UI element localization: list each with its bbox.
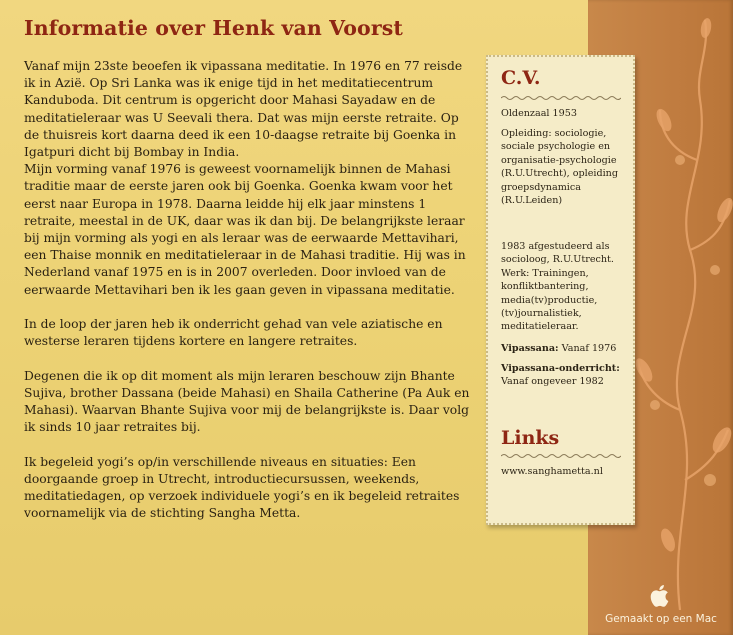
bio-paragraph: Vanaf mijn 23ste beoefen ik vipassana meditatie. In 1976 en 77 reisde ik in Azië. Op Sri Lanka was ik enige tijd in het meditatiecentrum Kanduboda. Dit centrum is opgericht door Mahasi Sayadaw en de meditatieleraar was U Seevali thera. Dat was mijn eerste retraite. Op de thuisreis kort daarna deed ik een 10-daagse retraite bij Goenka in Igatpuri dicht bij Bombay in India. [24, 59, 463, 160]
cv-sidebar-card [486, 55, 635, 525]
vipassana-label: Vipassana: [501, 343, 559, 354]
cv-onderricht [501, 362, 631, 389]
apple-logo-icon [650, 583, 672, 609]
cv-heading: C.V. [501, 67, 541, 89]
page-title: Informatie over Henk van Voorst [24, 16, 403, 40]
made-on-mac-badge[interactable] [601, 583, 721, 625]
link-text[interactable]: www.sanghametta.nl [501, 466, 603, 477]
cv-career-text: 1983 afgestudeerd als socioloog, R.U.Utrecht. Werk: Trainingen, konfliktbantering, media(tv)productie, (tv)journalistiek, meditatieleraar. [501, 241, 614, 333]
vipassana-value: Vanaf 1976 [561, 343, 617, 354]
cv-education-text: Opleiding: sociologie, sociale psychologie en organisatie-psychologie (R.U.Utrecht), opleiding groepsdynamica (R.U.Leiden) [501, 128, 618, 207]
link-sanghametta[interactable] [501, 465, 631, 478]
bio-paragraph: Mijn vorming vanaf 1976 is geweest voornamelijk binnen de Mahasi traditie maar de eerste jaren ook bij Goenka. Goenka kwam voor het eerst naar Europa in 1978. Daarna leidde hij elk jaar minstens 1 retraite, meestal in de UK, daar was ik dan bij. De belangrijkste leraar bij mijn vorming als yogi en als leraar was de eerwaarde Mettavihari, een Thaise monnik en meditatieleraar in de Mahasi traditie. Hij was in Nederland vanaf 1975 en is in 2007 overleden. Door invloed van de eerwaarde Mettavihari ben ik les gaan geven in vipassana meditatie. [24, 162, 466, 297]
bio-paragraph: Ik begeleid yogi’s op/in verschillende niveaus en situaties: Een doorgaande groep in Utrecht, introductiecursussen, weekends, meditatiedagen, op verzoek individuele yogi’s en ik begeleid retraites voornamelijk via de stichting Sangha Metta. [24, 454, 460, 521]
bio-text [24, 58, 476, 540]
squiggle-divider-icon [501, 95, 621, 101]
cv-vipassana [501, 342, 631, 355]
cv-birth-text: Oldenzaal 1953 [501, 108, 577, 119]
links-heading: Links [501, 427, 560, 449]
made-on-mac-text[interactable]: Gemaakt op een Mac [605, 613, 717, 625]
cv-birth [501, 107, 631, 120]
squiggle-divider-icon [501, 453, 621, 459]
cv-education [501, 127, 631, 207]
onderricht-label: Vipassana-onderricht: [501, 363, 620, 374]
cv-career [501, 240, 631, 334]
bio-paragraph: In de loop der jaren heb ik onderricht gehad van vele aziatische en westerse leraren tijdens kortere en langere retraites. [24, 317, 443, 349]
bio-paragraph: Degenen die ik op dit moment als mijn leraren beschouw zijn Bhante Sujiva, brother Dassana (beide Mahasi) en Shaila Catherine (Pa Auk en Mahasi). Waarvan Bhante Sujiva voor mij de belangrijkste is. Daar volg ik sinds 10 jaar retraites bij. [24, 368, 470, 435]
onderricht-value: Vanaf ongeveer 1982 [501, 376, 604, 388]
